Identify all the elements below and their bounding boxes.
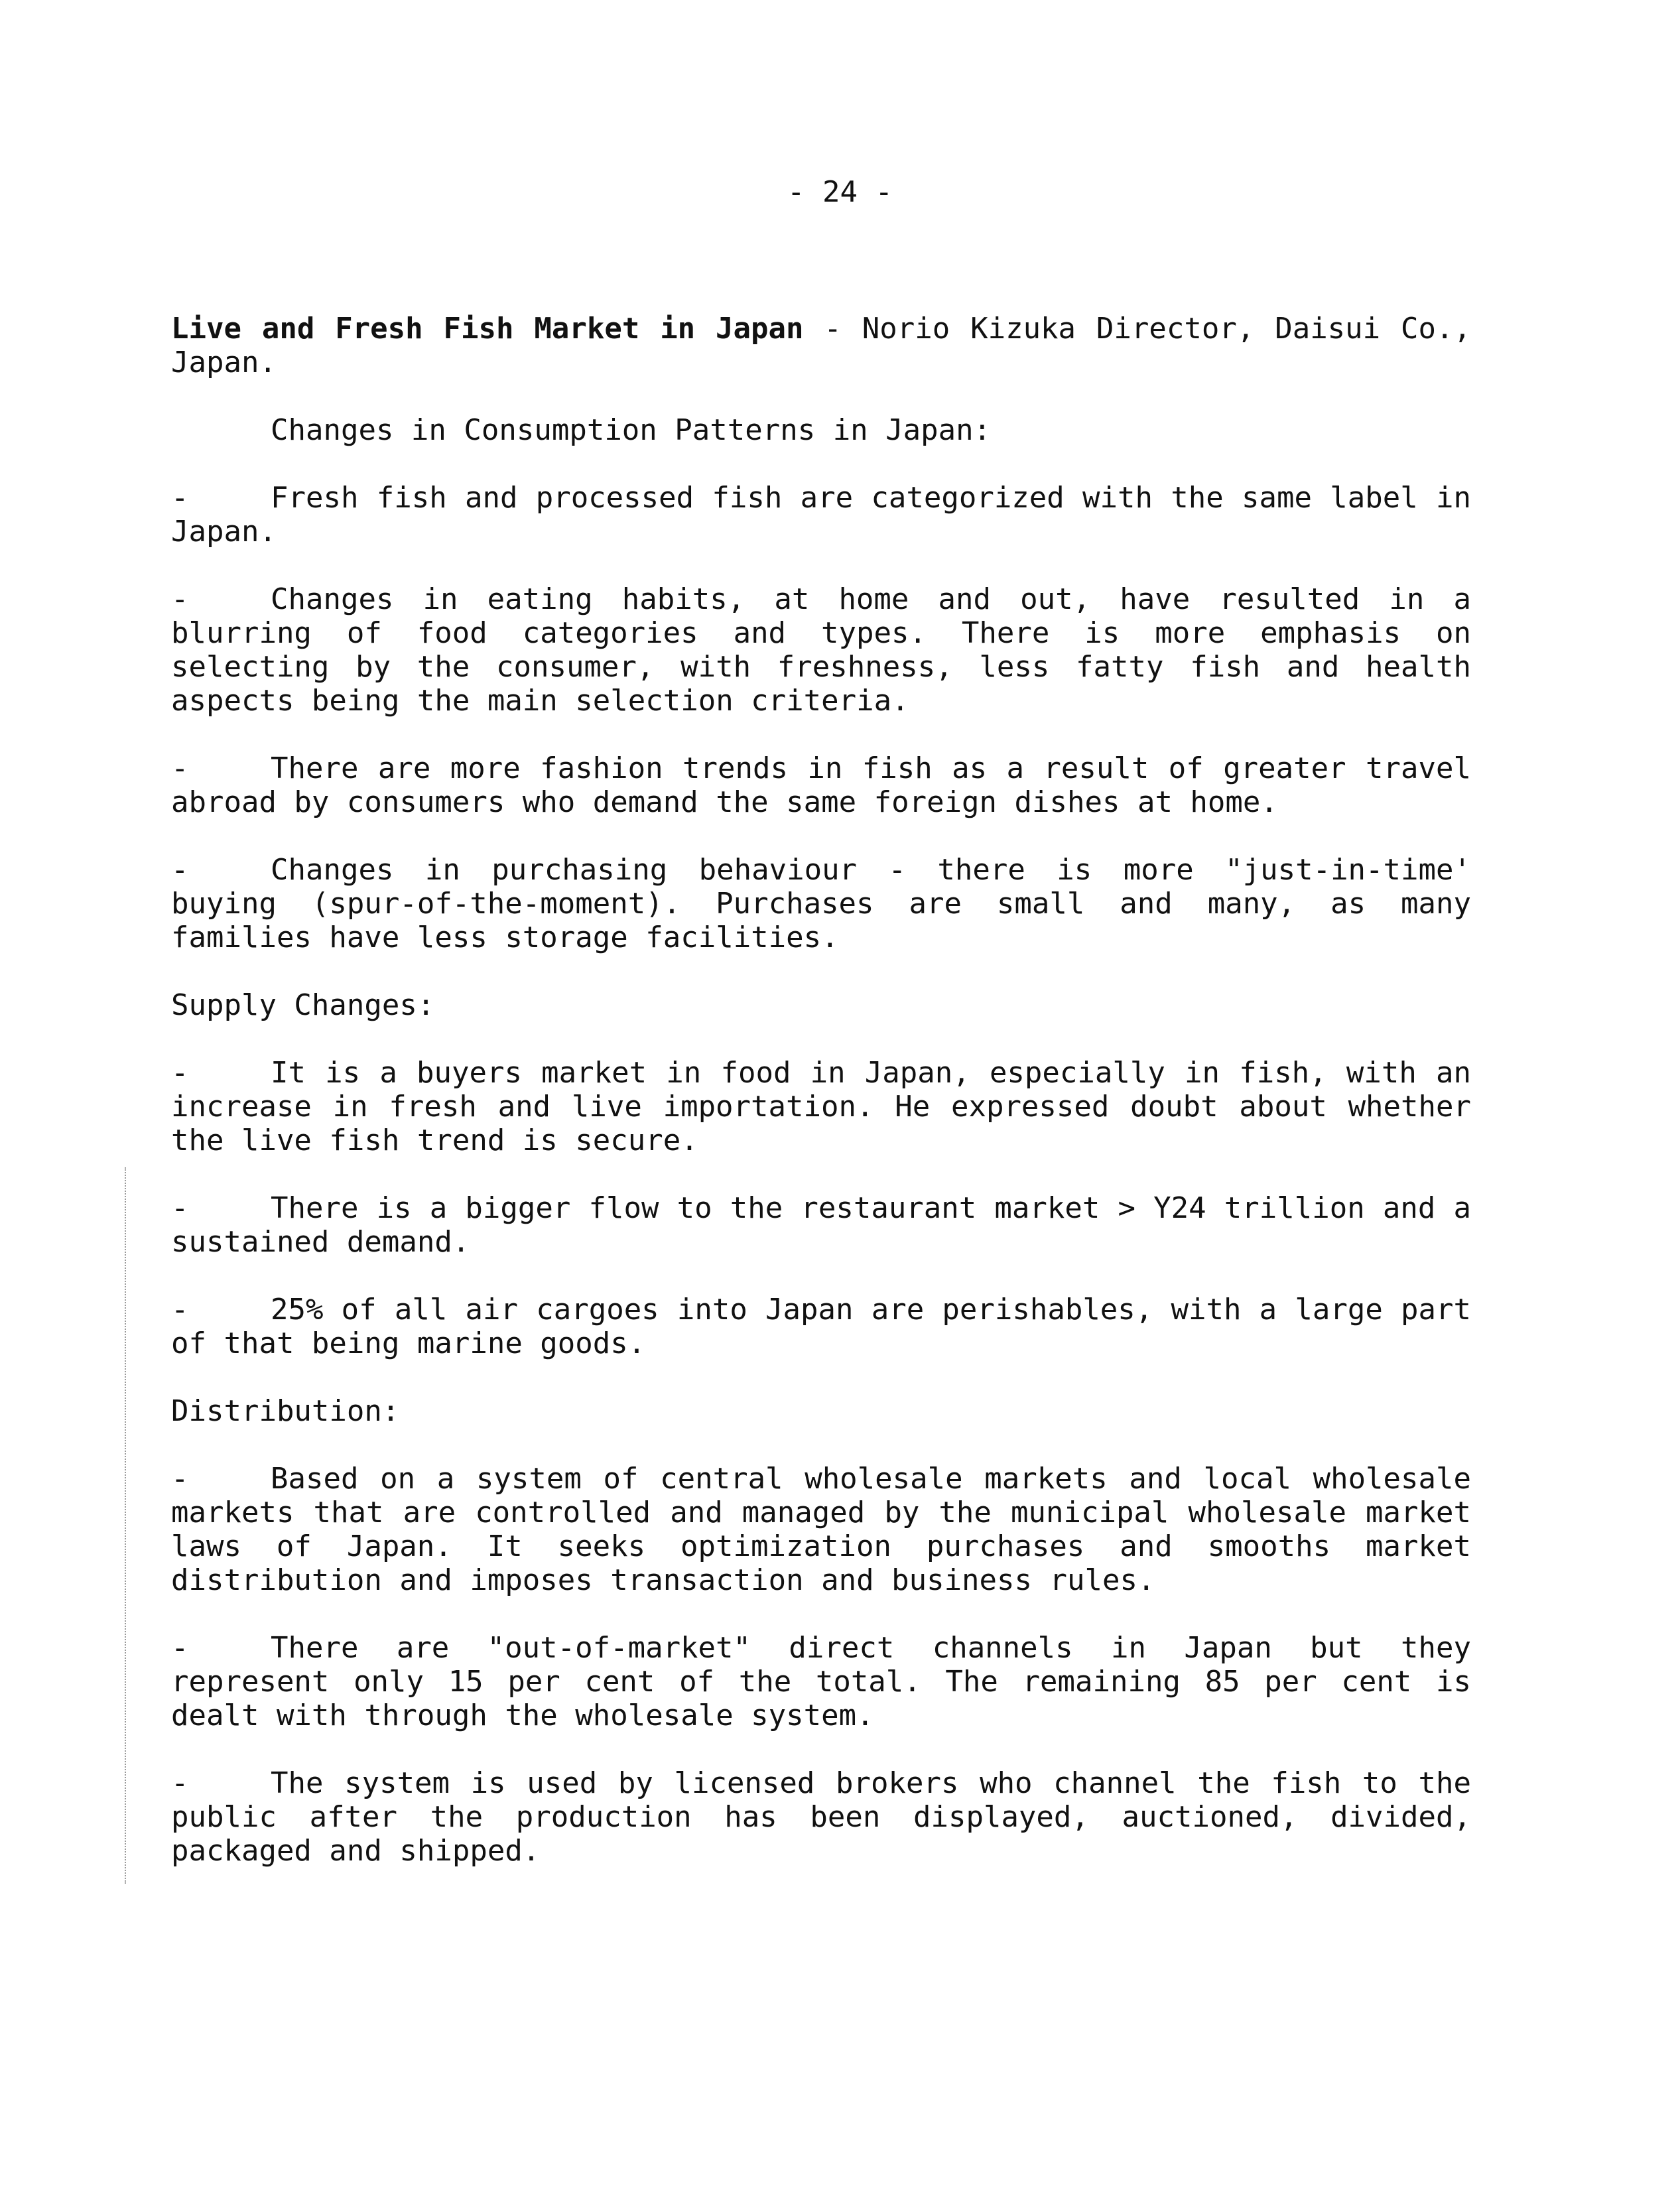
- list-item: [171, 1056, 1471, 1157]
- list-item: [171, 853, 1471, 954]
- distribution-item-1: Based on a system of central wholesale markets and local wholesale markets that are controlled and managed by the municipal wholesale market laws of Japan. It seeks optimization purchases and smooths market distribution and imposes transaction and business rules.: [171, 1462, 1471, 1597]
- supply-item-1: It is a buyers market in food in Japan, especially in fish, with an increase in fresh and live importation. He expressed doubt about whether the live fish trend is secure.: [171, 1056, 1471, 1157]
- supply-heading: Supply Changes:: [171, 988, 435, 1022]
- page-number: - 24 -: [787, 175, 893, 209]
- bullet-dash: -: [171, 582, 189, 616]
- list-item: [171, 1766, 1471, 1868]
- bullet-dash: -: [171, 1293, 189, 1327]
- title-paragraph: [171, 312, 1471, 379]
- distribution-item-3: The system is used by licensed brokers who channel the fish to the public after the production has been displayed, auctioned, divided, packaged and shipped.: [171, 1766, 1471, 1868]
- bullet-dash: -: [171, 1056, 189, 1090]
- consumption-item-2: Changes in eating habits, at home and out, have resulted in a blurring of food categories and types. There is more emphasis on selecting by the consumer, with freshness, less fatty fish and health aspects being the main selection criteria.: [171, 582, 1471, 718]
- consumption-heading: Changes in Consumption Patterns in Japan:: [271, 413, 992, 447]
- bullet-dash: -: [171, 481, 189, 515]
- list-item: [171, 1293, 1471, 1360]
- bullet-dash: -: [171, 1766, 189, 1800]
- consumption-item-3: There are more fashion trends in fish as a result of greater travel abroad by consumers who demand the same foreign dishes at home.: [171, 751, 1471, 819]
- bullet-dash: -: [171, 853, 189, 887]
- list-item: [171, 481, 1471, 549]
- title-rest: - Norio Kizuka Director, Daisui Co., Japan.: [171, 312, 1471, 379]
- supply-item-3: 25% of all air cargoes into Japan are perishables, with a large part of that being marine goods.: [171, 1293, 1471, 1360]
- list-item: [171, 1462, 1471, 1597]
- document-body: [171, 312, 1471, 1902]
- consumption-item-1: Fresh fish and processed fish are categorized with the same label in Japan.: [171, 481, 1471, 549]
- margin-rule: [125, 1167, 127, 1884]
- list-item: [171, 582, 1471, 718]
- title-bold: Live and Fresh Fish Market in Japan: [171, 312, 804, 346]
- document-title: [171, 312, 1471, 379]
- bullet-dash: -: [171, 751, 189, 785]
- bullet-dash: -: [171, 1462, 189, 1496]
- list-item: [171, 751, 1471, 819]
- distribution-item-2: There are "out-of-market" direct channels in Japan but they represent only 15 per cent of the total. The remaining 85 per cent is dealt with through the wholesale system.: [171, 1631, 1471, 1732]
- bullet-dash: -: [171, 1631, 189, 1665]
- supply-item-2: There is a bigger flow to the restaurant market > Y24 trillion and a sustained demand.: [171, 1191, 1471, 1259]
- list-item: [171, 1191, 1471, 1259]
- bullet-dash: -: [171, 1191, 189, 1225]
- consumption-item-4: Changes in purchasing behaviour - there is more "just-in-time' buying (spur-of-the-moment). Purchases are small and many, as many families have less storage facilities.: [171, 853, 1471, 954]
- list-item: [171, 1631, 1471, 1732]
- distribution-heading: Distribution:: [171, 1394, 400, 1428]
